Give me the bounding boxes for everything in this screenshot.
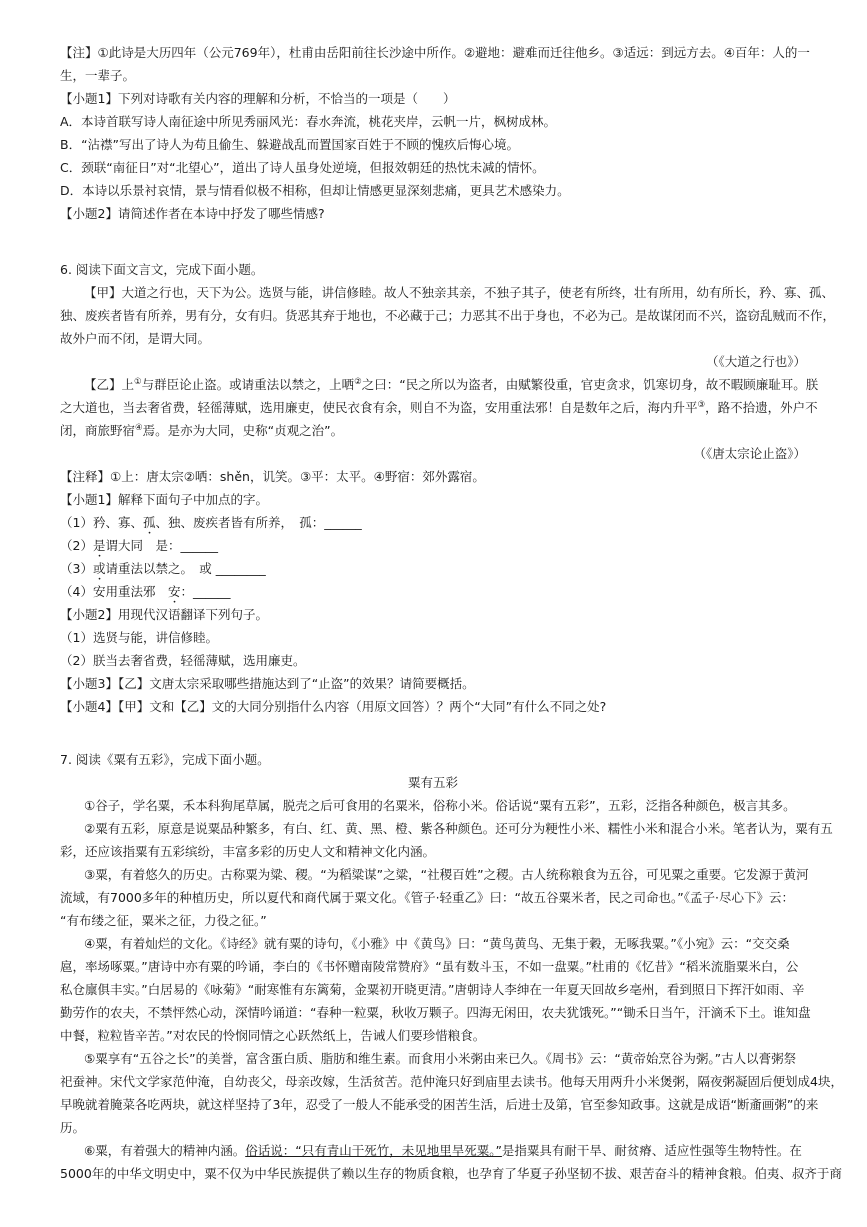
underlined-quote: 俗话说：“只有青山干死竹，未见地里旱死粟。”: [245, 1143, 502, 1158]
s6-q1-prompt: 【小题1】解释下面句子中加点的字。: [60, 492, 268, 507]
passage-jia-line1: 【甲】大道之行也，天下为公。选贤与能，讲信修睦。故人不独亲其亲，不独子其子，使老有所终，壮有所用，幼有所长，矜、寡、孤、: [84, 285, 835, 300]
footnote-marker: ④: [135, 422, 143, 433]
s6-q4-prompt: 【小题4】【甲】文和【乙】文的大同分别指什么内容（用原文回答）？两个“大同”有什么不同之处?: [60, 699, 607, 714]
para-5-line4: 历。: [60, 1120, 86, 1135]
section-6-heading: 6. 阅读下面文言文，完成下面小题。: [60, 262, 264, 277]
s6-q2-item1: （1）选贤与能，讲信修睦。: [60, 630, 218, 645]
para-2-line1: ②粟有五彩，原意是说粟品种繁多，有白、红、黄、黑、橙、紫各种颜色。还可分为粳性小米、糯性小米和混合小米。笔者认为，粟有五: [84, 821, 833, 836]
s6-q2-prompt: 【小题2】用现代汉语翻译下列句子。: [60, 607, 268, 622]
poem-note: 【注】①此诗是大历四年（公元769年），杜甫由岳阳前往长沙途中所作。②避地：避难而迁往他乡。③适远：到远方去。④百年：人的一: [60, 45, 810, 60]
para-4-line2: 扈，率场啄粟。”唐诗中亦有粟的吟诵，李白的《书怀赠南陵常赞府》“虽有数斗玉，不如一盘粟。”杜甫的《忆昔》“稻米流脂粟米白，公: [60, 959, 799, 974]
q1-prompt: 【小题1】下列对诗歌有关内容的理解和分析，不恰当的一项是（ ）: [60, 91, 456, 106]
dotted-char: 是: [92, 538, 106, 553]
poem-note-cont: 生，一辈子。: [60, 68, 136, 83]
section-7-heading: 7. 阅读《粟有五彩》，完成下面小题。: [60, 752, 270, 767]
article-title: 粟有五彩: [407, 775, 458, 790]
s6-q3-prompt: 【小题3】【乙】文唐太宗采取哪些措施达到了“止盗”的效果？请简要概括。: [60, 676, 475, 691]
para-4-line5: 中餐，粒粒皆辛苦。”对农民的怜悯同情之心跃然纸上，告诫人们要珍惜粮食。: [60, 1028, 486, 1043]
para-5-line3: 早晚就着腌菜各吃两块，就这样坚持了3年，忍受了一般人不能承受的困苦生活，后进士及第，官至参知政事。这就是成语“断齑画粥”的来: [60, 1097, 819, 1112]
source-yi: （《唐太宗论止盗》）: [693, 446, 806, 461]
s6-q1-item1: （1）矜、寡、孤、独、废疾者皆有所养， 孤：______: [60, 515, 362, 530]
passage-jia-line2: 独、废疾者皆有所养，男有分，女有归。货恶其弃于地也，不必藏于己；力恶其不出于身也，不必为己。是故谋闭而不兴，盗窃乱贼而不作，: [60, 308, 836, 323]
para-4-line3: 私仓廪俱丰实。”白居易的《咏菊》“耐寒惟有东篱菊，金粟初开晓更清。”唐朝诗人李绅在一年夏天回故乡亳州，看到照日下挥汗如雨、辛: [60, 982, 805, 997]
para-3-line2: 流域，有7000多年的种植历史，所以夏代和商代属于粟文化。《管子·轻重乙》曰：“故五谷粟米者，民之司命也。”《孟子·尽心下》云：: [60, 890, 794, 905]
para-5-line2: 祀蚕神。宋代文学家范仲淹，自幼丧父，母亲改嫁，生活贫苦。范仲淹只好到庙里去读书。他每天用两升小米煲粥，隔夜粥凝固后便划成4块，: [60, 1074, 843, 1089]
s6-q2-item2: （2）朕当去奢省费，轻徭薄赋，选用廉吏。: [60, 653, 306, 668]
para-3-line1: ③粟，有着悠久的历史。古称粟为粱、稷。“为稻粱谋”之粱，“社稷百姓”之稷。古人统称粮食为五谷，可见粟之重要。它发源于黄河: [84, 867, 809, 882]
passage-yi-line2: 之大道也，当去奢省费，轻徭薄赋，选用廉吏，使民衣食有余，则自不为盗，安用重法邪！自是数年之后，海内升平③，路不拾遗，外户不: [60, 399, 818, 415]
passage-yi-line3: 闭，商旅野宿④焉。是亦为大同，史称“贞观之治”。: [60, 422, 344, 438]
option-a: A．本诗首联写诗人南征途中所见秀丽风光：春水奔流，桃花夹岸，云帆一片，枫树成林。: [60, 114, 557, 129]
para-3-line3: “有布缕之征，粟米之征，力役之征。”: [60, 913, 267, 928]
source-jia: （《大道之行也》）: [705, 354, 806, 369]
para-6-line2: 5000年的中华文明史中，粟不仅为中华民族提供了赖以生存的物质食粮，也孕育了华夏子孙坚韧不拔、艰苦奋斗的精神食粮。伯夷、叔齐于商: [60, 1166, 842, 1181]
footnote-marker: ①: [134, 376, 142, 387]
annotations: 【注释】①上：唐太宗②哂：shěn，讥笑。③平：太平。④野宿：郊外露宿。: [60, 469, 485, 484]
s6-q1-item2: （2）是谓大同 是：______: [60, 538, 218, 553]
dotted-char: 或: [92, 561, 106, 576]
passage-yi-line1: 【乙】上①与群臣论止盗。或请重法以禁之，上哂②之曰：“民之所以为盗者，由赋繁役重，官吏贪求，饥寒切身，故不暇顾廉耻耳。朕: [84, 376, 819, 392]
para-4-line1: ④粟，有着灿烂的文化。《诗经》就有粟的诗句，《小雅》中《黄鸟》曰：“黄鸟黄鸟、无集于穀，无啄我粟。”《小宛》云：“交交桑: [84, 936, 790, 951]
para-1: ①谷子，学名粟，禾本科狗尾草属，脱壳之后可食用的名粟米，俗称小米。俗话说“粟有五彩”，五彩，泛指各种颜色，极言其多。: [84, 798, 796, 813]
q2-prompt: 【小题2】请简述作者在本诗中抒发了哪些情感?: [60, 206, 325, 221]
option-b: B．“沾襟”写出了诗人为苟且偷生、躲避战乱而置国家百姓于不顾的愧疚后悔心境。: [60, 137, 520, 152]
dotted-char: 孤: [142, 515, 156, 530]
dotted-char: 安: [167, 584, 181, 599]
option-c: C．颈联“南征日”对“北望心”，道出了诗人虽身处逆境，但报效朝廷的热忱未减的情怀。: [60, 160, 545, 175]
para-4-line4: 勤劳作的农夫，不禁怦然心动，深情吟诵道：“春种一粒粟，秋收万颗子。四海无闲田，农夫犹饿死。”“锄禾日当午，汗滴禾下土。谁知盘: [60, 1005, 811, 1020]
footnote-marker: ③: [697, 399, 706, 410]
s6-q1-item4: （4）安用重法邪 安：______: [60, 584, 231, 599]
passage-jia-line3: 故外户而不闭，是谓大同。: [60, 331, 211, 346]
footnote-marker: ②: [354, 376, 362, 387]
para-6-line1: ⑥粟，有着强大的精神内涵。俗话说：“只有青山干死竹，未见地里旱死粟。”是指粟具有耐干旱、耐贫瘠、适应性强等生物特性。在: [84, 1143, 802, 1158]
option-d: D．本诗以乐景衬哀情，景与情看似极不相称，但却让情感更显深刻悲痛，更具艺术感染力。: [60, 183, 570, 198]
s6-q1-item3: （3）或请重法以禁之。 或 ________: [60, 561, 266, 576]
para-2-line2: 彩，还应该指粟有五彩缤纷，丰富多彩的历史人文和精神文化内涵。: [60, 844, 436, 859]
para-5-line1: ⑤粟享有“五谷之长”的美誉，富含蛋白质、脂肪和维生素。而食用小米粥由来已久。《周书》云：“黄帝始烹谷为粥。”古人以膏粥祭: [84, 1051, 797, 1066]
